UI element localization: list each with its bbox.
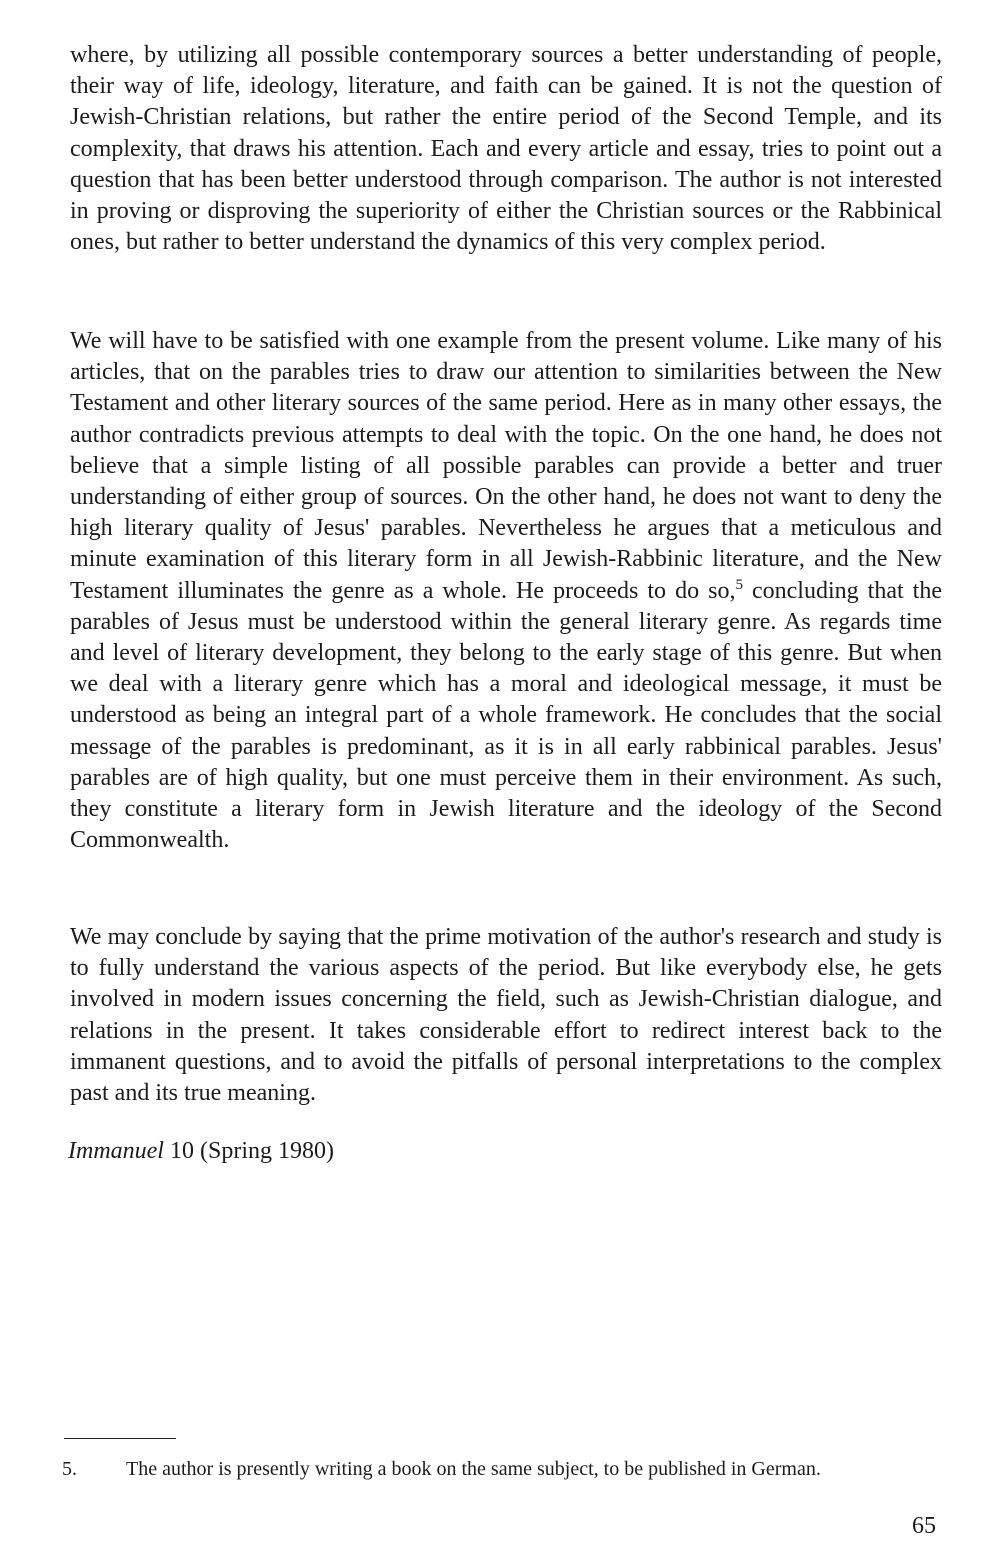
paragraph-text: where, by utilizing all possible contemporary sources a better understanding of people, their way of life, ideology, literature, and faith can be gained. It is not the question of Jewish-Christian relations, but rather the entire period of the Second Temple, and its complexity, that draws his attention. Each and every article and essay, tries to point out a question that has been better understood through comparison. The author is not interested in proving or disproving the superiority of either the Christian sources or the Rabbinical ones, but rather to better understand the dynamics of this very complex period. [70,42,942,256]
page-number: 65 [912,1513,936,1539]
footnote-text: The author is presently writing a book on the same subject, to be published in German. [126,1458,821,1480]
paragraph-text: We may conclude by saying that the prime motivation of the author's research and study is to fully understand the various aspects of the period. But like everybody else, he gets involved in modern issues concerning the field, such as Jewish-Christian dialogue, and relations in the present. It takes considerable effort to redirect interest back to the immanent questions, and to avoid the pitfalls of personal interpretations to the complex past and its true meaning. [70,924,942,1107]
footnote-number: 5. [62,1458,77,1480]
body-paragraph-3 [70,922,942,1109]
paragraph-text-before-note: We will have to be satisfied with one example from the present volume. Like many of his articles, that on the parables tries to draw our attention to similarities between the New Testament and other literary sources of the same period. Here as in many other essays, the author contradicts previous attempts to deal with the topic. On the one hand, he does not believe that a simple listing of all possible parables can provide a better and truer understanding of either group of sources. On the other hand, he does not want to deny the high literary quality of Jesus' parables. Nevertheless he argues that a meticulous and minute examination of this literary form in all Jewish-Rabbinic literature, and the New Testament illuminates the genre as a whole. He proceeds to do so, [70,328,942,604]
paragraph-text [70,326,942,856]
footnote [62,1456,821,1482]
footnote-divider [64,1438,176,1439]
paragraph-text-after-note: concluding that the parables of Jesus must be understood within the general literary genre. As regards time and level of literary development, they belong to the early stage of this genre. But when we deal with a literary genre which has a moral and ideological message, it must be understood as being an integral part of a whole framework. He concludes that the social message of the parables is predominant, as it is in all early rabbinical parables. Jesus' parables are of high quality, but one must perceive them in their environment. As such, they constitute a literary form in Jewish literature and the ideology of the Second Commonwealth. [70,577,942,854]
body-paragraph-1 [70,40,942,258]
footnote-reference[interactable]: 5 [735,576,743,593]
source-citation [68,1136,334,1167]
journal-title: Immanuel [68,1138,164,1164]
body-paragraph-2 [70,326,942,856]
journal-issue: 10 (Spring 1980) [163,1138,334,1164]
